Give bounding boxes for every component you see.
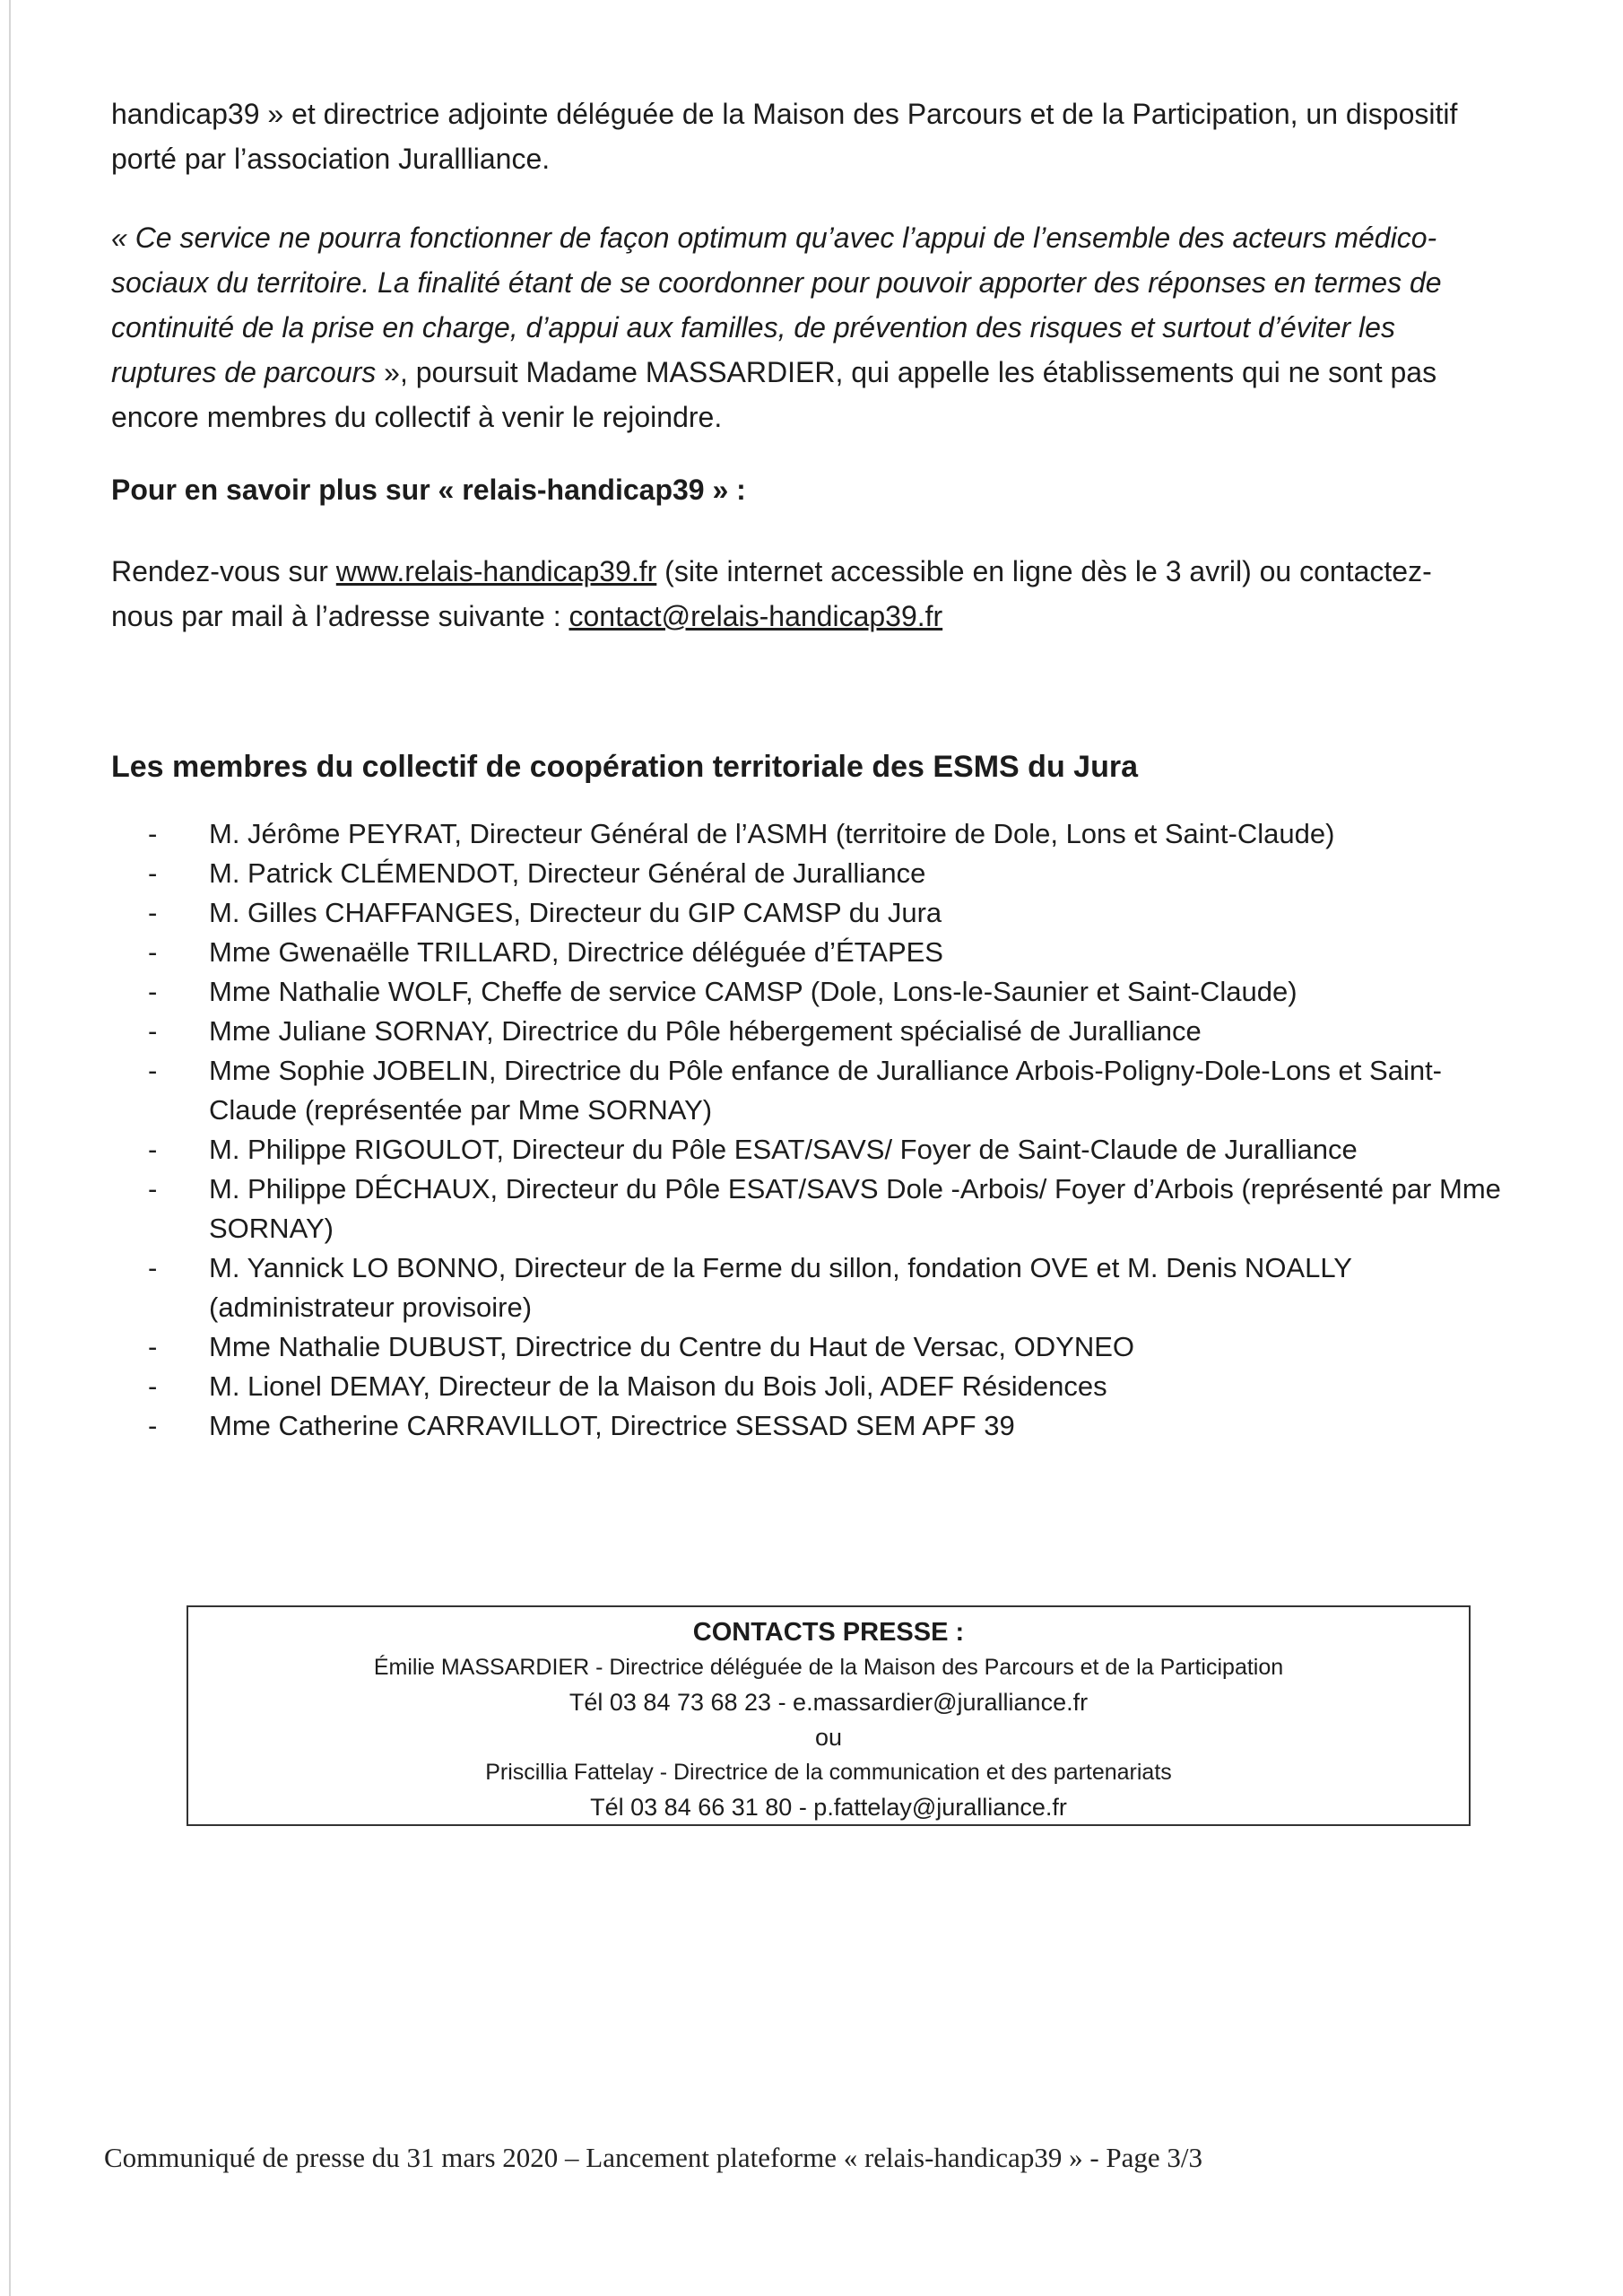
list-bullet: - — [148, 857, 158, 889]
member-text: M. Jérôme PEYRAT, Directeur Général de l’ASMH (territoire de Dole, Lons et Saint-Claude) — [209, 818, 1335, 849]
intro-line-1: handicap39 » et directrice adjointe déléguée de la Maison des Parcours et de la Participation, un dispositif — [111, 98, 1458, 130]
member-text: Mme Catherine CARRAVILLOT, Directrice SESSAD SEM APF 39 — [209, 1410, 1015, 1441]
more-info-line2-prefix: nous par mail à l’adresse suivante : — [111, 600, 569, 632]
member-text: M. Philippe RIGOULOT, Directeur du Pôle ESAT/SAVS/ Foyer de Saint-Claude de Juralliance — [209, 1134, 1358, 1165]
more-info-middle: (site internet accessible en ligne dès le 3 avril) ou contactez- — [656, 555, 1432, 587]
member-list-item — [148, 933, 1529, 972]
quote-line-4-italic: ruptures de parcours — [111, 356, 377, 388]
member-list-item — [148, 1248, 1529, 1327]
quote-paragraph — [111, 215, 1528, 439]
quote-line-3: continuité de la prise en charge, d’appui aux familles, de prévention des risques et surtout d’éviter les — [111, 311, 1395, 344]
more-info-heading: Pour en savoir plus sur « relais-handicap39 » : — [111, 474, 746, 506]
member-list-item — [148, 1367, 1529, 1406]
member-text: Mme Gwenaëlle TRILLARD, Directrice déléguée d’ÉTAPES — [209, 936, 943, 968]
member-text: Mme Nathalie DUBUST, Directrice du Centre du Haut de Versac, ODYNEO — [209, 1331, 1134, 1362]
page-footer: Communiqué de presse du 31 mars 2020 – Lancement plateforme « relais-handicap39 » - Page 3/3 — [104, 2142, 1203, 2173]
member-list-item — [148, 854, 1529, 893]
list-bullet: - — [148, 1331, 158, 1362]
members-list — [148, 814, 1529, 1446]
contact-2-tel: Tél 03 84 66 31 80 - p.fattelay@juralliance.fr — [590, 1794, 1067, 1821]
member-list-item — [148, 1051, 1529, 1130]
list-bullet: - — [148, 1370, 158, 1402]
contact-1-name: Émilie MASSARDIER - Directrice déléguée de la Maison des Parcours et de la Participation — [373, 1655, 1284, 1680]
website-link[interactable]: www.relais-handicap39.fr — [335, 555, 657, 587]
member-list-item — [148, 1130, 1529, 1170]
member-list-item — [148, 1406, 1529, 1446]
list-bullet: - — [148, 1410, 158, 1441]
list-bullet: - — [148, 936, 158, 968]
list-bullet: - — [148, 1252, 158, 1283]
list-bullet: - — [148, 976, 158, 1007]
intro-paragraph — [111, 91, 1528, 181]
more-info-prefix: Rendez-vous sur — [111, 555, 336, 587]
member-text: Mme Juliane SORNAY, Directrice du Pôle hébergement spécialisé de Juralliance — [209, 1015, 1202, 1047]
quote-line-2: sociaux du territoire. La finalité étant de se coordonner pour pouvoir apporter des réponses en termes de — [111, 266, 1442, 299]
member-text: M. Yannick LO BONNO, Directeur de la Ferme du sillon, fondation OVE et M. Denis NOALLY (administrateur provisoire) — [209, 1252, 1352, 1323]
member-text: M. Lionel DEMAY, Directeur de la Maison du Bois Joli, ADEF Résidences — [209, 1370, 1107, 1402]
list-bullet: - — [148, 1015, 158, 1047]
quote-line-1: « Ce service ne pourra fonctionner de façon optimum qu’avec l’appui de l’ensemble des acteurs médico- — [111, 222, 1437, 254]
member-list-item — [148, 1327, 1529, 1367]
member-list-item — [148, 893, 1529, 933]
members-title: Les membres du collectif de coopération territoriale des ESMS du Jura — [111, 750, 1138, 784]
member-text: Mme Sophie JOBELIN, Directrice du Pôle enfance de Juralliance Arbois-Poligny-Dole-Lons et Saint-Claude (représentée par Mme SORNAY) — [209, 1055, 1443, 1126]
member-text: M. Gilles CHAFFANGES, Directeur du GIP CAMSP du Jura — [209, 897, 942, 928]
contact-2-name: Priscillia Fattelay - Directrice de la communication et des partenariats — [485, 1760, 1172, 1785]
scan-edge — [9, 0, 11, 2296]
list-bullet: - — [148, 1134, 158, 1165]
member-text: M. Philippe DÉCHAUX, Directeur du Pôle ESAT/SAVS Dole -Arbois/ Foyer d’Arbois (représenté par Mme SORNAY) — [209, 1173, 1501, 1244]
member-text: Mme Nathalie WOLF, Cheffe de service CAMSP (Dole, Lons-le-Saunier et Saint-Claude) — [209, 976, 1298, 1007]
list-bullet: - — [148, 1055, 158, 1086]
press-contacts-title: CONTACTS PRESSE : — [692, 1618, 965, 1647]
member-list-item — [148, 972, 1529, 1012]
contact-or: ou — [814, 1724, 843, 1751]
list-bullet: - — [148, 1173, 158, 1205]
member-list-item — [148, 814, 1529, 854]
member-text: M. Patrick CLÉMENDOT, Directeur Général de Juralliance — [209, 857, 926, 889]
list-bullet: - — [148, 818, 158, 849]
press-contacts-box — [187, 1605, 1471, 1826]
intro-line-2: porté par l’association Jurallliance. — [111, 143, 551, 175]
member-list-item — [148, 1170, 1529, 1248]
more-info-paragraph — [111, 549, 1528, 639]
member-list-item — [148, 1012, 1529, 1051]
quote-line-5: encore membres du collectif à venir le rejoindre. — [111, 401, 723, 433]
contact-1-tel: Tél 03 84 73 68 23 - e.massardier@juralliance.fr — [568, 1689, 1089, 1716]
email-link[interactable]: contact@relais-handicap39.fr — [568, 600, 943, 632]
list-bullet: - — [148, 897, 158, 928]
quote-line-4-rest: », poursuit Madame MASSARDIER, qui appelle les établissements qui ne sont pas — [376, 356, 1437, 388]
